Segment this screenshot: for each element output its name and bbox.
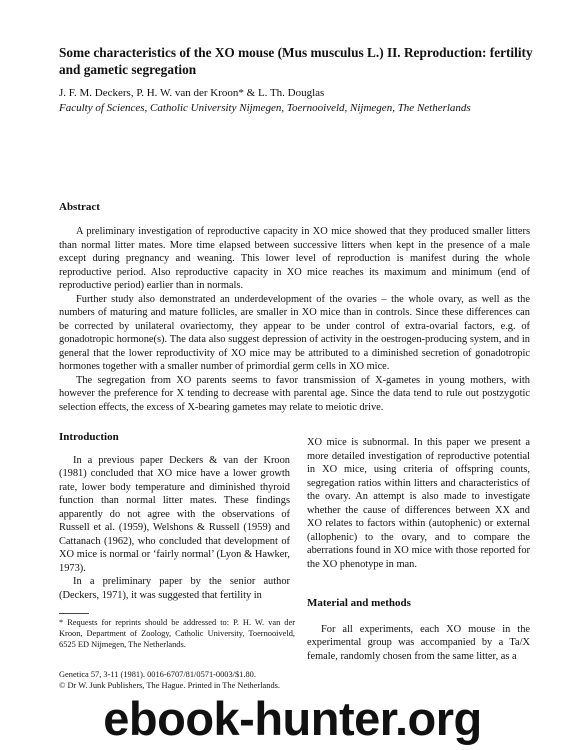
body-paragraph: XO mice is subnormal. In this paper we present a more detailed investigation of reproductive potential in XO mice, using criteria of offspring counts, segregation ratios within litters and characteristics of the ovary. An attempt is also made to investigate whether the cause of differences between XX and XO relates to factors within (autophenic) or external (allophenic) to the ovary, and to compare the aberrations found in XO mice with those reported for the XO phenotype in man. <box>307 437 530 570</box>
watermark: ebook-hunter.org <box>103 692 482 745</box>
introduction-heading: Introduction <box>59 431 119 443</box>
body-paragraph: For all experiments, each XO mouse in the experimental group was accompanied by a Ta/X female, randomly chosen from the same litter, as a <box>307 623 530 662</box>
left-column <box>59 431 290 602</box>
citation-line: Genetica 57, 3-11 (1981). 0016-6707/81/0571-0003/$1.80. <box>59 670 256 679</box>
body-paragraph: In a preliminary paper by the senior author (Deckers, 1971), it was suggested that fertility in <box>59 576 290 601</box>
methods-heading: Material and methods <box>307 597 411 609</box>
abstract-body <box>59 225 530 414</box>
abstract-paragraph: A preliminary investigation of reproductive capacity in XO mice showed that they produced smaller litters than normal litter mates. More time elapsed between successive litters when kept in the presence of a male except during pregnancy and weaning. This lower level of reproduction is manifest during the whole reproductive period. Also reproductive capacity in XO mice reaches its maximum and minimum (end of reproductive period) earlier than in normals. <box>59 226 530 291</box>
abstract-paragraph: The segregation from XO parents seems to favor transmission of X-gametes in young mothers, with however the preference for X tending to decrease with parental age. Since the data tend to rule out postzygotic selection effects, the excess of X-bearing gametes may relate to meiotic drive. <box>59 374 530 413</box>
body-paragraph: In a previous paper Deckers & van der Kroon (1981) concluded that XO mice have a lower growth rate, lower body temperature and diminished thyroid function than normal litter mates. These findings apparently do not agree with the observations of Russell et al. (1959), Welshons & Russell (1959) and Cattanach (1962), who concluded that development of XO mice is normal or ‘fairly normal’ (Lyon & Hawker, 1973). <box>59 454 290 574</box>
abstract-heading: Abstract <box>59 201 100 213</box>
author-list: J. F. M. Deckers, P. H. W. van der Kroon* & L. Th. Douglas <box>59 87 325 99</box>
journal-imprint <box>59 669 280 691</box>
abstract-paragraph: Further study also demonstrated an underdevelopment of the ovaries – the whole ovary, as well as the numbers of maturing and mature follicles, are smaller in XO mice than in controls. Since these differences can be corrected by unilateral ovariectomy, they appear to be under control of extra-ovarial factors, e.g. of gonadotropic hormone(s). The data also suggest depression of activity in the oestrogen-producing system, and in general that the lower reproductivity of XO mice may be attributed to a diminished secretion of gonadotropic hormones together with a smaller number of primordial germ cells in XO mice. <box>59 293 530 372</box>
footnote: * Requests for reprints should be addressed to: P. H. W. van der Kroon, Department of Zoology, Catholic University, Toernooiveld, 6525 ED Nijmegen, The Netherlands. <box>59 618 295 649</box>
paper-title: Some characteristics of the XO mouse (Mus musculus L.) II. Reproduction: fertility and gametic segregation <box>59 45 533 77</box>
footnote-rule <box>59 613 89 614</box>
copyright-line: © Dr W. Junk Publishers, The Hague. Printed in The Netherlands. <box>59 681 280 690</box>
affiliation: Faculty of Sciences, Catholic University Nijmegen, Toernooiveld, Nijmegen, The Netherlands <box>59 102 471 114</box>
right-column <box>307 436 530 663</box>
